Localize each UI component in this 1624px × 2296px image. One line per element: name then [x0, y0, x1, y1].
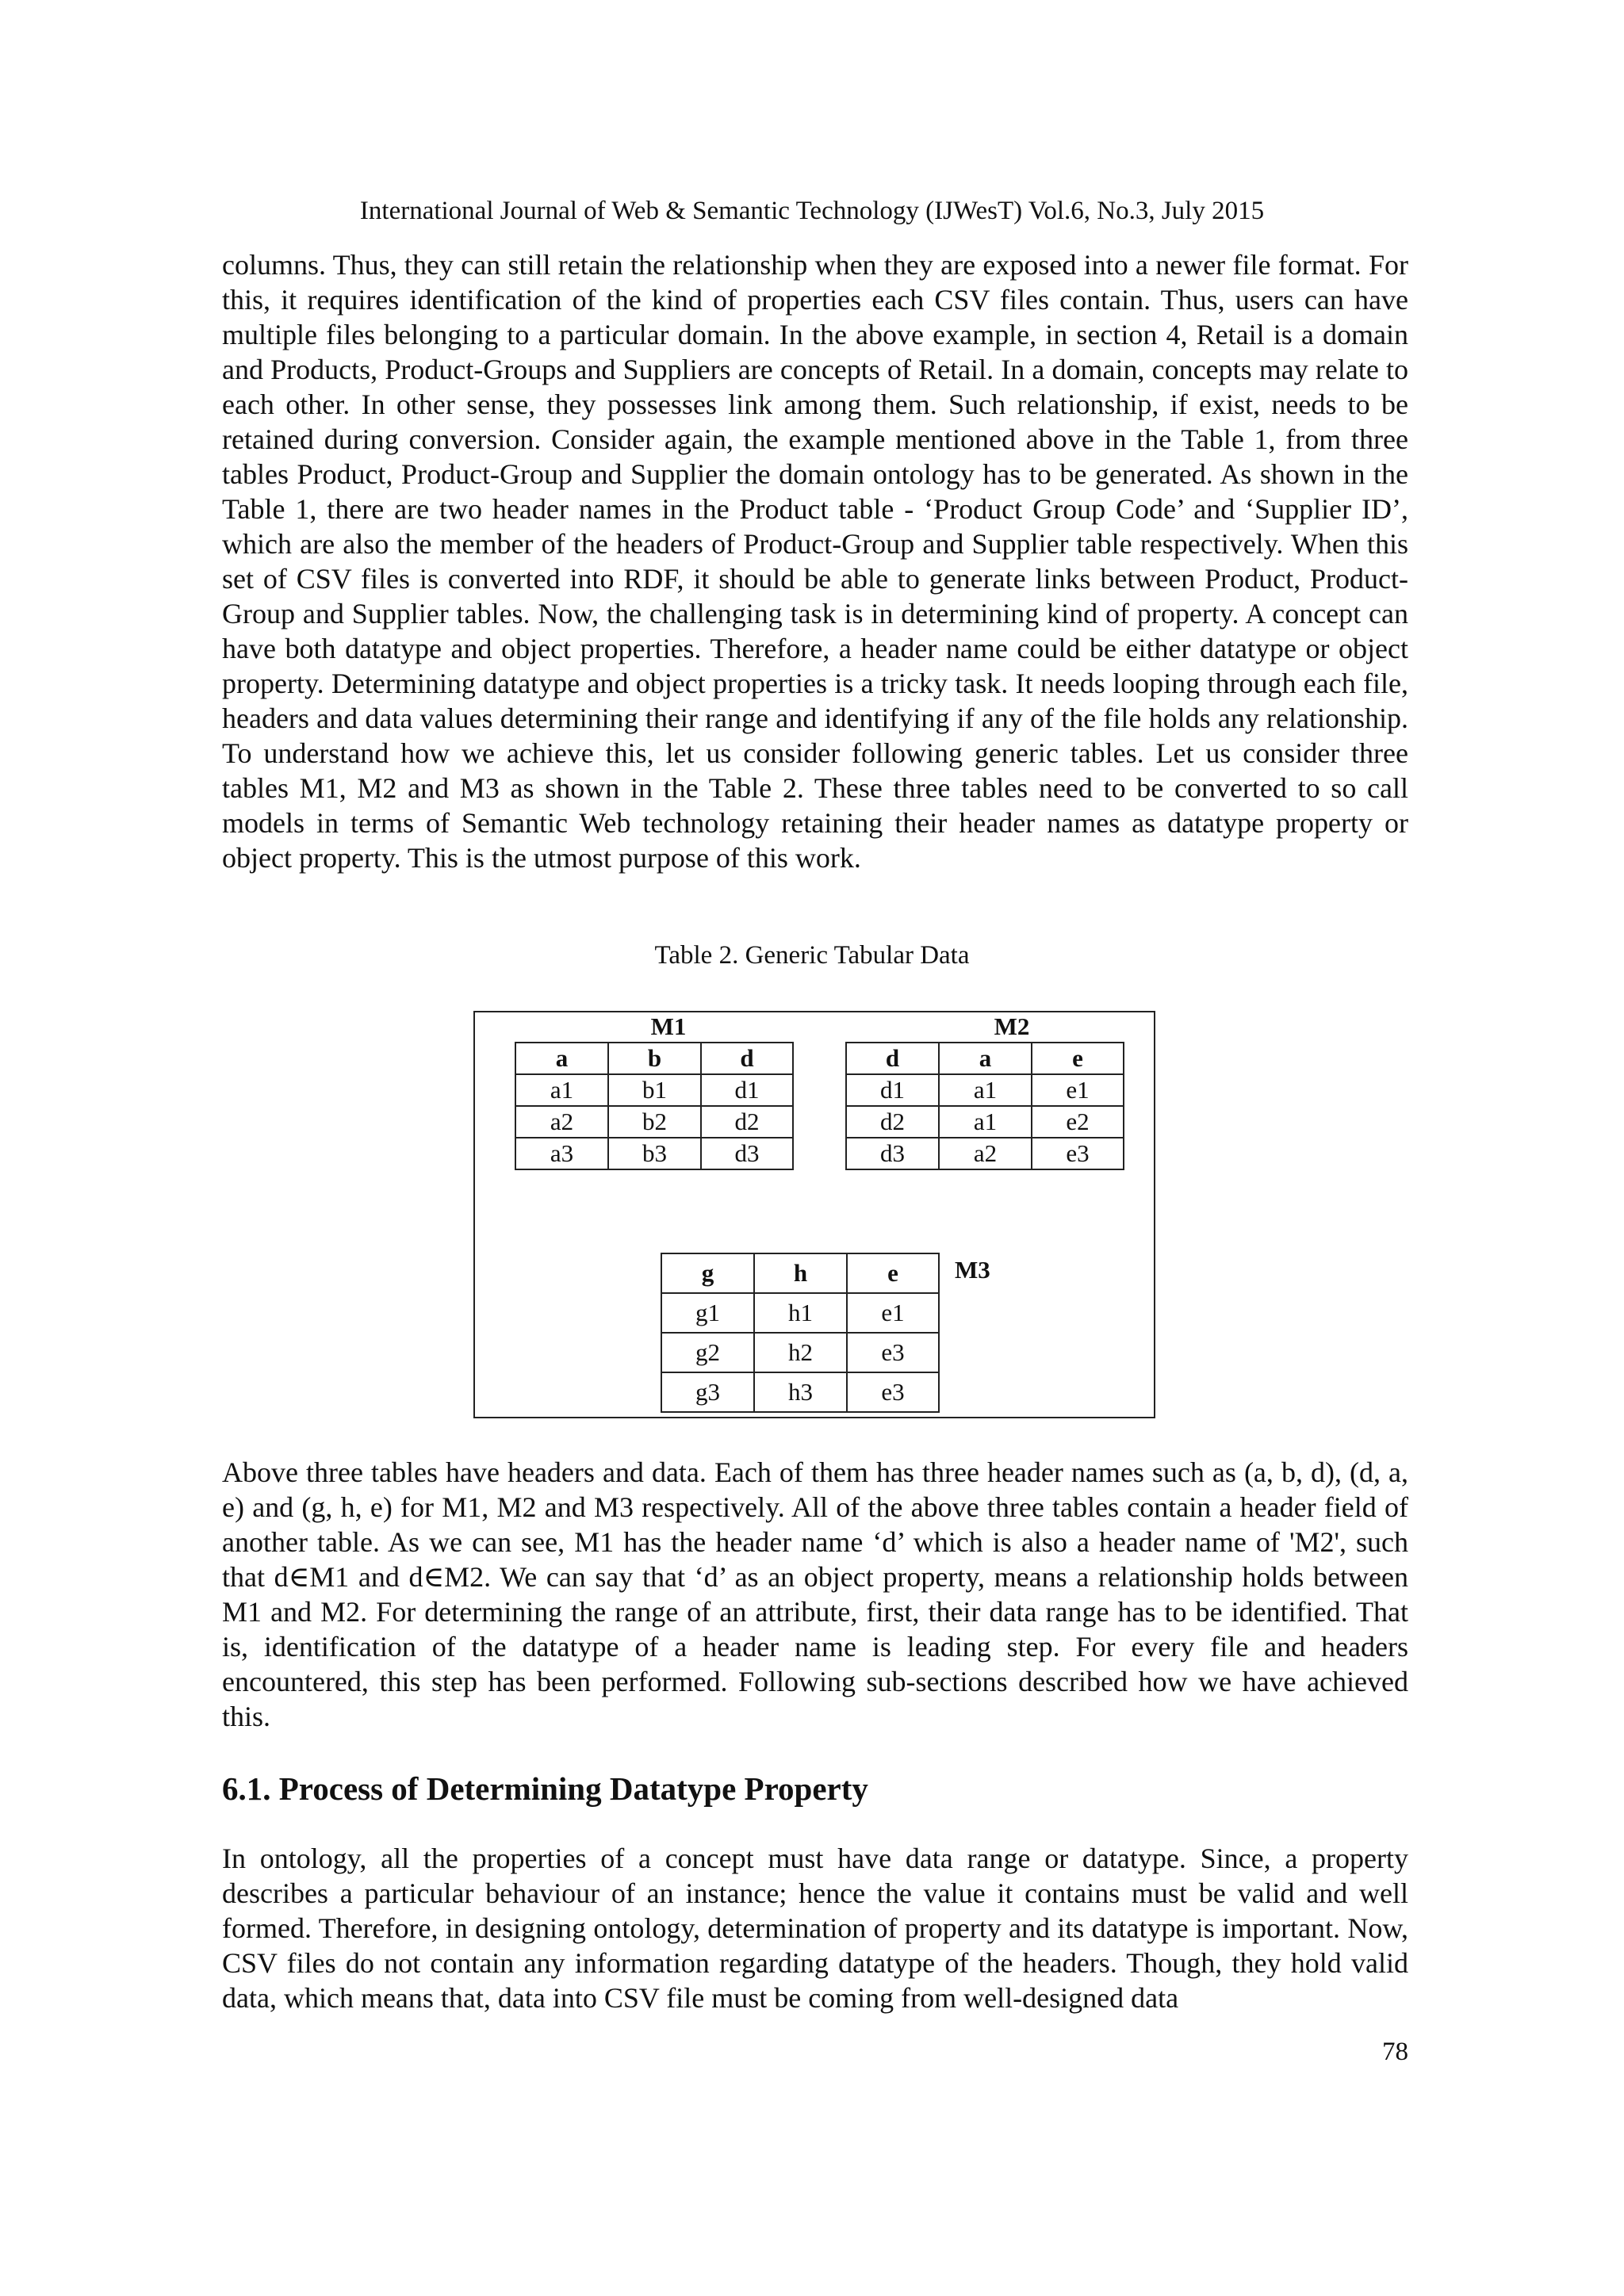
table-cell: g2 [661, 1333, 754, 1372]
table-cell: a1 [515, 1074, 608, 1106]
generic-tables-figure [473, 1011, 1155, 1418]
body-paragraph: Above three tables have headers and data. Each of them has three header names such as (a, b, d), (d, a, e) and (g, h, e) for M1, M2 and M3 respectively. All of the above three tables contain a header field of another table. As we can see, M1 has the header name ‘d’ which is also a header name of 'M2', such that d∈M1 and d∈M2. We can say that ‘d’ as an object property, means a relationship holds between M1 and M2. For determining the range of an attribute, first, their data range has to be identified. That is, identification of the datatype of a header name is leading step. For every file and headers encountered, this step has been performed. Following sub-sections described how we have achieved this. [222, 1456, 1408, 1732]
table-caption: Table 2. Generic Tabular Data [654, 941, 970, 970]
table-cell: b1 [608, 1074, 701, 1106]
table-cell: e1 [1032, 1074, 1124, 1106]
table-cell: b3 [608, 1138, 701, 1169]
table-row [515, 1074, 793, 1106]
table-row [661, 1333, 939, 1372]
table-label-m3: M3 [955, 1256, 990, 1284]
table-cell: h2 [754, 1333, 847, 1372]
table-cell: a3 [515, 1138, 608, 1169]
header-cell: a [939, 1043, 1032, 1074]
header-cell: b [608, 1043, 701, 1074]
running-header: International Journal of Web & Semantic Technology (IJWesT) Vol.6, No.3, July 2015 [359, 197, 1265, 225]
table-row [515, 1106, 793, 1138]
table-m2 [845, 1042, 1124, 1170]
table-m1 [515, 1042, 794, 1170]
table-m3 [661, 1253, 940, 1413]
table-cell: e3 [847, 1333, 939, 1372]
table-header-row [846, 1043, 1124, 1074]
table-row [846, 1106, 1124, 1138]
table-row [846, 1138, 1124, 1169]
table-header-row [515, 1043, 793, 1074]
table-label-m2: M2 [994, 1012, 1030, 1040]
header-cell: e [1032, 1043, 1124, 1074]
table-header-row [661, 1253, 939, 1293]
table-cell: d2 [701, 1106, 793, 1138]
table-cell: d2 [846, 1106, 939, 1138]
table-cell: d1 [701, 1074, 793, 1106]
table-cell: d3 [846, 1138, 939, 1169]
table-cell: g1 [661, 1293, 754, 1333]
table-cell: d3 [701, 1138, 793, 1169]
header-cell: d [846, 1043, 939, 1074]
table-cell: e3 [847, 1372, 939, 1412]
table-row [846, 1074, 1124, 1106]
table-cell: e2 [1032, 1106, 1124, 1138]
table-row [515, 1138, 793, 1169]
header-cell: e [847, 1253, 939, 1293]
table-cell: a1 [939, 1106, 1032, 1138]
table-label-m1: M1 [650, 1012, 687, 1040]
table-cell: a1 [939, 1074, 1032, 1106]
table-cell: b2 [608, 1106, 701, 1138]
page-number: 78 [1382, 2038, 1408, 2066]
table-cell: a2 [939, 1138, 1032, 1169]
header-cell: a [515, 1043, 608, 1074]
table-cell: e3 [1032, 1138, 1124, 1169]
header-cell: d [701, 1043, 793, 1074]
table-cell: e1 [847, 1293, 939, 1333]
body-paragraph: In ontology, all the properties of a concept must have data range or datatype. Since, a property describes a particular behaviour of an instance; hence the value it contains must be valid and well formed. Therefore, in designing ontology, determination of property and its datatype is important. Now, CSV files do not contain any information regarding datatype of the headers. Though, they hold valid data, which means that, data into CSV file must be coming from well-designed data [222, 1843, 1408, 2014]
table-cell: h1 [754, 1293, 847, 1333]
table-cell: g3 [661, 1372, 754, 1412]
header-cell: g [661, 1253, 754, 1293]
table-row [661, 1372, 939, 1412]
header-cell: h [754, 1253, 847, 1293]
table-row [661, 1293, 939, 1333]
table-cell: a2 [515, 1106, 608, 1138]
body-paragraph: columns. Thus, they can still retain the relationship when they are exposed into a newer file format. For this, it requires identification of the kind of properties each CSV files contain. Thus, users can have multiple files belonging to a particular domain. In the above example, in section 4, Retail is a domain and Products, Product-Groups and Suppliers are concepts of Retail. In a domain, concepts may relate to each other. In other sense, they possesses link among them. Such relationship, if exist, needs to be retained during conversion. Consider again, the example mentioned above in the Table 1, from three tables Product, Product-Group and Supplier the domain ontology has to be generated. As shown in the Table 1, there are two header names in the Product table - ‘Product Group Code’ and ‘Supplier ID’, which are also the member of the headers of Product-Group and Supplier table respectively. When this set of CSV files is converted into RDF, it should be able to generate links between Product, Product-Group and Supplier tables. Now, the challenging task is in determining kind of property. A concept can have both datatype and object properties. Therefore, a header name could be either datatype or object property. Determining datatype and object properties is a tricky task. It needs looping through each file, headers and data values determining their range and identifying if any of the file holds any relationship. To understand how we achieve this, let us consider following generic tables. Let us consider three tables M1, M2 and M3 as shown in the Table 2. These three tables need to be converted to so call models in terms of Semantic Web technology retaining their header names as datatype property or object property. This is the utmost purpose of this work. [222, 249, 1408, 874]
section-heading: 6.1. Process of Determining Datatype Property [222, 1770, 868, 1807]
table-cell: d1 [846, 1074, 939, 1106]
table-cell: h3 [754, 1372, 847, 1412]
